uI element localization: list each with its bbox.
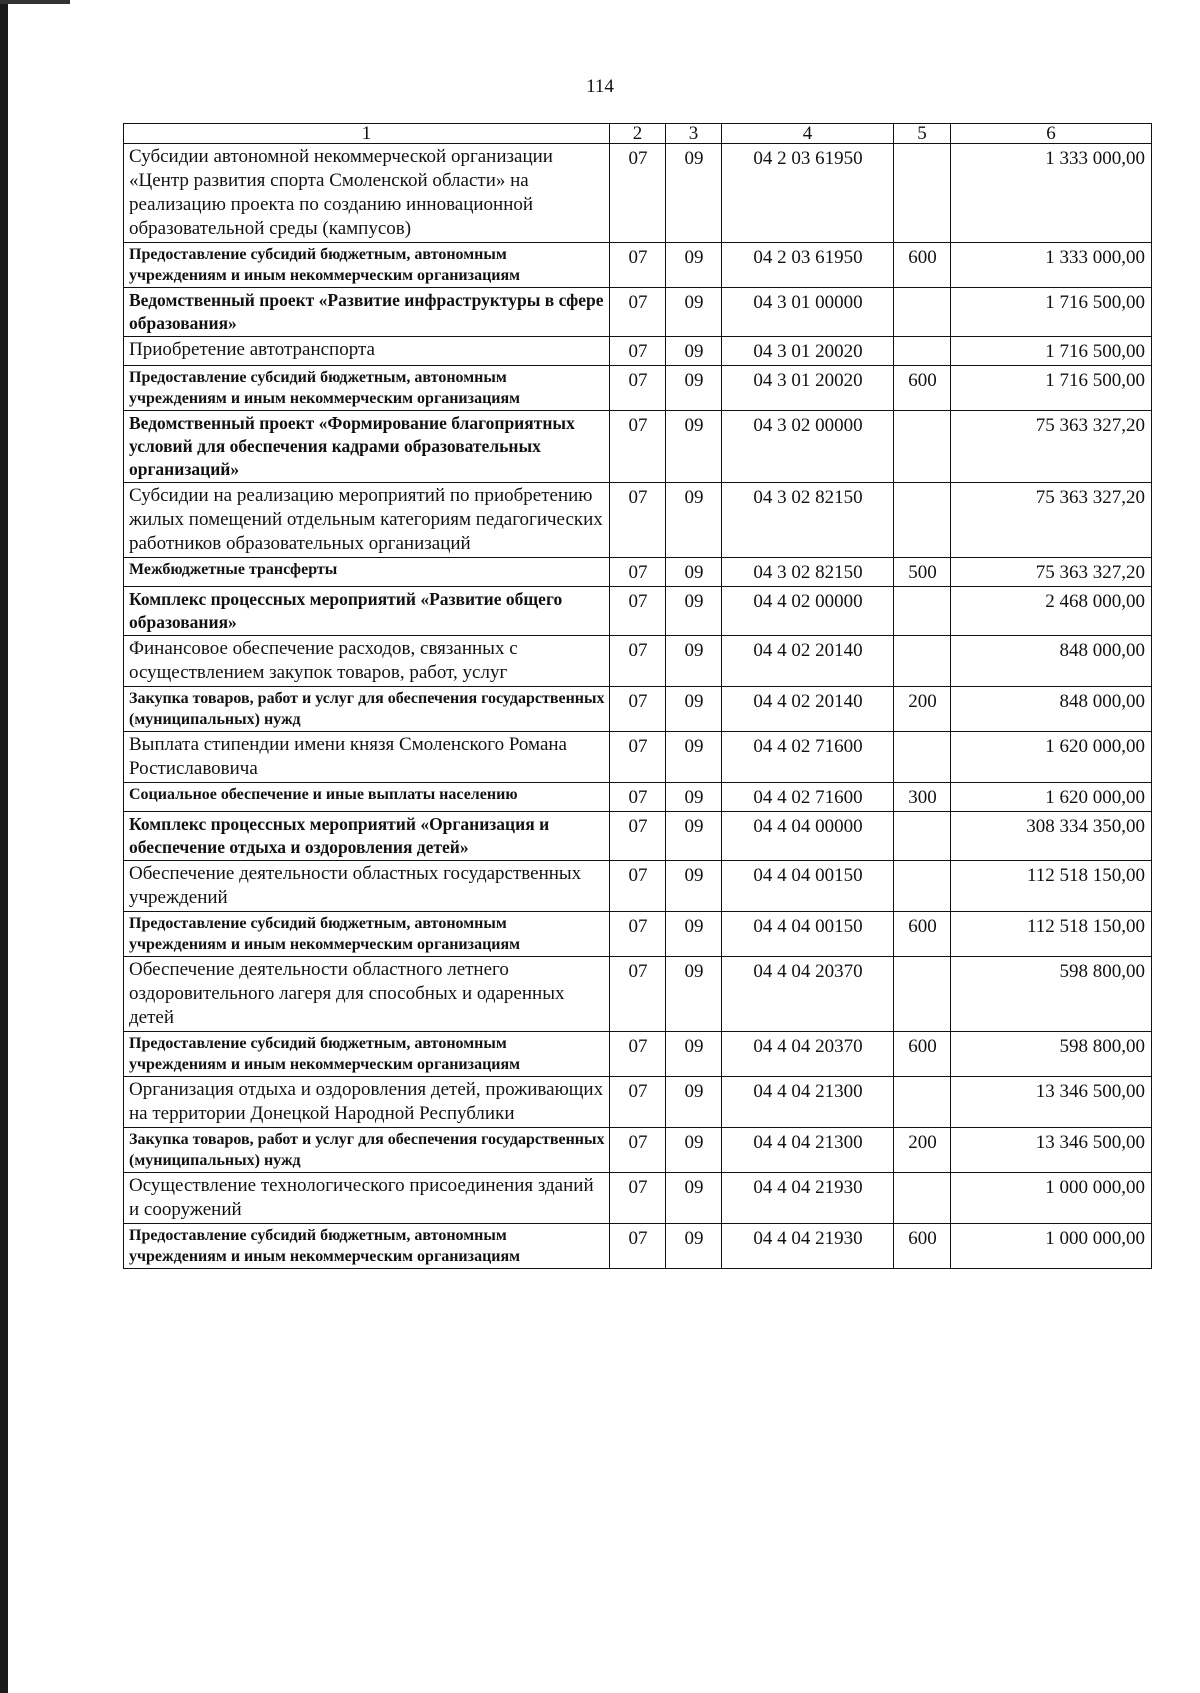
- row-name-cell: Предоставление субсидий бюджетным, автономным учреждениям и иным некоммерческим организациям: [124, 912, 610, 957]
- row-sum-cell: 75 363 327,20: [951, 411, 1152, 483]
- row-target-article-cell: 04 4 02 71600: [722, 732, 894, 783]
- row-section-cell: 07: [610, 1224, 666, 1269]
- budget-table: [123, 123, 1152, 1269]
- table-row: [124, 1032, 1152, 1077]
- row-subsection-cell: 09: [666, 411, 722, 483]
- row-name-cell: Предоставление субсидий бюджетным, автономным учреждениям и иным некоммерческим организациям: [124, 366, 610, 411]
- row-sum-cell: 1 716 500,00: [951, 288, 1152, 337]
- row-section-cell: 07: [610, 587, 666, 636]
- row-sum-cell: 112 518 150,00: [951, 861, 1152, 912]
- row-section-cell: 07: [610, 483, 666, 558]
- row-expense-type-cell: [894, 1077, 951, 1128]
- table-row: [124, 912, 1152, 957]
- row-expense-type-cell: [894, 288, 951, 337]
- row-sum-cell: 1 716 500,00: [951, 337, 1152, 366]
- row-name-cell: Межбюджетные трансферты: [124, 558, 610, 587]
- row-expense-type-cell: [894, 411, 951, 483]
- table-row: [124, 1173, 1152, 1224]
- row-section-cell: 07: [610, 861, 666, 912]
- row-expense-type-cell: [894, 587, 951, 636]
- row-name-cell: Организация отдыха и оздоровления детей, проживающих на территории Донецкой Народной Республики: [124, 1077, 610, 1128]
- row-subsection-cell: 09: [666, 732, 722, 783]
- row-expense-type-cell: [894, 957, 951, 1032]
- row-target-article-cell: 04 2 03 61950: [722, 243, 894, 288]
- row-expense-type-cell: 200: [894, 687, 951, 732]
- row-section-cell: 07: [610, 558, 666, 587]
- table-row: [124, 1224, 1152, 1269]
- row-target-article-cell: 04 3 01 20020: [722, 366, 894, 411]
- table-header-row: [124, 124, 1152, 144]
- row-section-cell: 07: [610, 812, 666, 861]
- row-expense-type-cell: 600: [894, 243, 951, 288]
- row-target-article-cell: 04 3 01 20020: [722, 337, 894, 366]
- row-subsection-cell: 09: [666, 243, 722, 288]
- row-name-cell: Комплекс процессных мероприятий «Развитие общего образования»: [124, 587, 610, 636]
- row-sum-cell: 308 334 350,00: [951, 812, 1152, 861]
- table-row: [124, 366, 1152, 411]
- row-subsection-cell: 09: [666, 912, 722, 957]
- row-name-cell: Ведомственный проект «Развитие инфраструктуры в сфере образования»: [124, 288, 610, 337]
- row-target-article-cell: 04 3 02 82150: [722, 558, 894, 587]
- page-number: 114: [586, 76, 614, 97]
- table-row: [124, 861, 1152, 912]
- row-target-article-cell: 04 4 04 00000: [722, 812, 894, 861]
- row-subsection-cell: 09: [666, 1173, 722, 1224]
- row-name-cell: Субсидии автономной некоммерческой организации «Центр развития спорта Смоленской области» на реализацию проекта по созданию инновационной образовательной среды (кампусов): [124, 144, 610, 243]
- header-col-3: 3: [666, 124, 722, 144]
- row-sum-cell: 848 000,00: [951, 687, 1152, 732]
- row-expense-type-cell: [894, 732, 951, 783]
- row-section-cell: 07: [610, 636, 666, 687]
- table-row: [124, 732, 1152, 783]
- row-sum-cell: 1 333 000,00: [951, 243, 1152, 288]
- row-name-cell: Обеспечение деятельности областных государственных учреждений: [124, 861, 610, 912]
- row-name-cell: Приобретение автотранспорта: [124, 337, 610, 366]
- table-row: [124, 783, 1152, 812]
- row-section-cell: 07: [610, 144, 666, 243]
- row-name-cell: Обеспечение деятельности областного летнего оздоровительного лагеря для способных и одаренных детей: [124, 957, 610, 1032]
- row-section-cell: 07: [610, 957, 666, 1032]
- table-row: [124, 144, 1152, 243]
- table-row: [124, 288, 1152, 337]
- row-target-article-cell: 04 4 04 20370: [722, 957, 894, 1032]
- row-expense-type-cell: 600: [894, 1032, 951, 1077]
- row-target-article-cell: 04 4 02 00000: [722, 587, 894, 636]
- row-sum-cell: 13 346 500,00: [951, 1077, 1152, 1128]
- row-section-cell: 07: [610, 783, 666, 812]
- row-section-cell: 07: [610, 732, 666, 783]
- row-target-article-cell: 04 3 01 00000: [722, 288, 894, 337]
- row-target-article-cell: 04 4 04 20370: [722, 1032, 894, 1077]
- row-name-cell: Социальное обеспечение и иные выплаты населению: [124, 783, 610, 812]
- row-sum-cell: 1 620 000,00: [951, 732, 1152, 783]
- row-section-cell: 07: [610, 337, 666, 366]
- row-name-cell: Финансовое обеспечение расходов, связанных с осуществлением закупок товаров, работ, услуг: [124, 636, 610, 687]
- table-row: [124, 1128, 1152, 1173]
- table-row: [124, 337, 1152, 366]
- row-sum-cell: 1 000 000,00: [951, 1173, 1152, 1224]
- row-section-cell: 07: [610, 1077, 666, 1128]
- row-section-cell: 07: [610, 1032, 666, 1077]
- table-row: [124, 558, 1152, 587]
- row-sum-cell: 1 000 000,00: [951, 1224, 1152, 1269]
- row-sum-cell: 75 363 327,20: [951, 558, 1152, 587]
- row-name-cell: Ведомственный проект «Формирование благоприятных условий для обеспечения кадрами образовательных организаций»: [124, 411, 610, 483]
- row-expense-type-cell: 600: [894, 366, 951, 411]
- row-sum-cell: 598 800,00: [951, 957, 1152, 1032]
- row-section-cell: 07: [610, 687, 666, 732]
- row-target-article-cell: 04 3 02 82150: [722, 483, 894, 558]
- row-expense-type-cell: [894, 636, 951, 687]
- row-expense-type-cell: [894, 1173, 951, 1224]
- row-subsection-cell: 09: [666, 288, 722, 337]
- table-row: [124, 687, 1152, 732]
- row-target-article-cell: 04 2 03 61950: [722, 144, 894, 243]
- row-sum-cell: 1 716 500,00: [951, 366, 1152, 411]
- row-sum-cell: 112 518 150,00: [951, 912, 1152, 957]
- row-target-article-cell: 04 4 02 20140: [722, 687, 894, 732]
- row-subsection-cell: 09: [666, 812, 722, 861]
- row-subsection-cell: 09: [666, 783, 722, 812]
- row-target-article-cell: 04 4 04 21300: [722, 1077, 894, 1128]
- row-target-article-cell: 04 4 04 21930: [722, 1173, 894, 1224]
- row-name-cell: Закупка товаров, работ и услуг для обеспечения государственных (муниципальных) нужд: [124, 1128, 610, 1173]
- row-name-cell: Закупка товаров, работ и услуг для обеспечения государственных (муниципальных) нужд: [124, 687, 610, 732]
- row-subsection-cell: 09: [666, 861, 722, 912]
- scan-edge-top: [0, 0, 70, 4]
- row-target-article-cell: 04 4 04 00150: [722, 861, 894, 912]
- row-subsection-cell: 09: [666, 366, 722, 411]
- row-section-cell: 07: [610, 1128, 666, 1173]
- row-subsection-cell: 09: [666, 337, 722, 366]
- row-target-article-cell: 04 4 04 21930: [722, 1224, 894, 1269]
- row-section-cell: 07: [610, 912, 666, 957]
- row-section-cell: 07: [610, 1173, 666, 1224]
- row-name-cell: Комплекс процессных мероприятий «Организация и обеспечение отдыха и оздоровления детей»: [124, 812, 610, 861]
- row-target-article-cell: 04 4 02 20140: [722, 636, 894, 687]
- row-sum-cell: 13 346 500,00: [951, 1128, 1152, 1173]
- row-section-cell: 07: [610, 366, 666, 411]
- row-target-article-cell: 04 4 02 71600: [722, 783, 894, 812]
- row-subsection-cell: 09: [666, 1128, 722, 1173]
- table-row: [124, 812, 1152, 861]
- table-row: [124, 1077, 1152, 1128]
- row-subsection-cell: 09: [666, 687, 722, 732]
- row-section-cell: 07: [610, 243, 666, 288]
- row-subsection-cell: 09: [666, 558, 722, 587]
- row-section-cell: 07: [610, 411, 666, 483]
- row-subsection-cell: 09: [666, 1077, 722, 1128]
- row-subsection-cell: 09: [666, 483, 722, 558]
- row-expense-type-cell: 200: [894, 1128, 951, 1173]
- row-sum-cell: 2 468 000,00: [951, 587, 1152, 636]
- row-name-cell: Субсидии на реализацию мероприятий по приобретению жилых помещений отдельным категориям педагогических работников образовательных организаций: [124, 483, 610, 558]
- row-expense-type-cell: [894, 144, 951, 243]
- row-name-cell: Предоставление субсидий бюджетным, автономным учреждениям и иным некоммерческим организациям: [124, 243, 610, 288]
- row-target-article-cell: 04 3 02 00000: [722, 411, 894, 483]
- header-col-1: 1: [124, 124, 610, 144]
- table-row: [124, 636, 1152, 687]
- table-row: [124, 411, 1152, 483]
- row-subsection-cell: 09: [666, 144, 722, 243]
- row-name-cell: Предоставление субсидий бюджетным, автономным учреждениям и иным некоммерческим организациям: [124, 1032, 610, 1077]
- scan-edge-left: [0, 0, 8, 1693]
- row-expense-type-cell: 600: [894, 1224, 951, 1269]
- row-expense-type-cell: [894, 337, 951, 366]
- row-target-article-cell: 04 4 04 00150: [722, 912, 894, 957]
- row-expense-type-cell: 300: [894, 783, 951, 812]
- header-col-4: 4: [722, 124, 894, 144]
- header-col-2: 2: [610, 124, 666, 144]
- row-expense-type-cell: [894, 483, 951, 558]
- row-sum-cell: 75 363 327,20: [951, 483, 1152, 558]
- table-row: [124, 957, 1152, 1032]
- row-subsection-cell: 09: [666, 1224, 722, 1269]
- row-expense-type-cell: [894, 812, 951, 861]
- row-expense-type-cell: 500: [894, 558, 951, 587]
- row-target-article-cell: 04 4 04 21300: [722, 1128, 894, 1173]
- header-col-6: 6: [951, 124, 1152, 144]
- table-row: [124, 243, 1152, 288]
- row-name-cell: Выплата стипендии имени князя Смоленского Романа Ростиславовича: [124, 732, 610, 783]
- row-subsection-cell: 09: [666, 587, 722, 636]
- row-name-cell: Предоставление субсидий бюджетным, автономным учреждениям и иным некоммерческим организациям: [124, 1224, 610, 1269]
- row-expense-type-cell: 600: [894, 912, 951, 957]
- row-sum-cell: 1 333 000,00: [951, 144, 1152, 243]
- row-section-cell: 07: [610, 288, 666, 337]
- row-subsection-cell: 09: [666, 957, 722, 1032]
- row-sum-cell: 1 620 000,00: [951, 783, 1152, 812]
- row-expense-type-cell: [894, 861, 951, 912]
- header-col-5: 5: [894, 124, 951, 144]
- row-subsection-cell: 09: [666, 636, 722, 687]
- row-subsection-cell: 09: [666, 1032, 722, 1077]
- row-name-cell: Осуществление технологического присоединения зданий и сооружений: [124, 1173, 610, 1224]
- table-row: [124, 587, 1152, 636]
- row-sum-cell: 598 800,00: [951, 1032, 1152, 1077]
- table-row: [124, 483, 1152, 558]
- row-sum-cell: 848 000,00: [951, 636, 1152, 687]
